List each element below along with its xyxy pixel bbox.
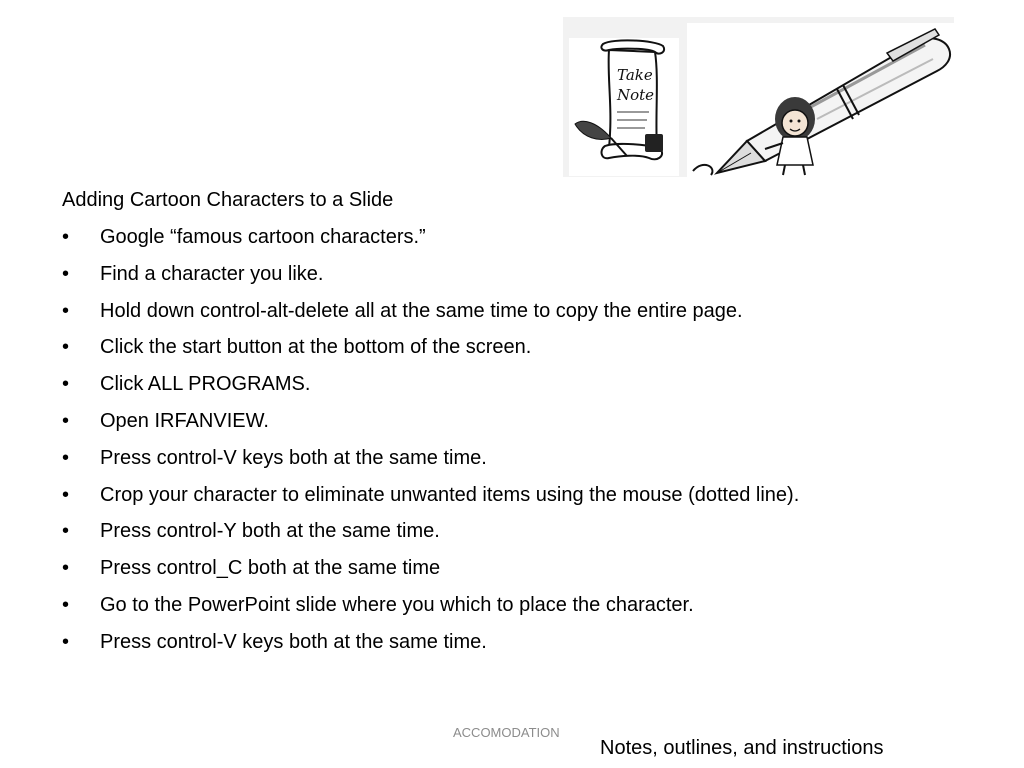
bullet-marker: • [62, 226, 70, 248]
slide-title: Adding Cartoon Characters to a Slide [62, 189, 394, 211]
bullet-marker: • [62, 520, 70, 543]
list-item [62, 518, 799, 555]
take-note-scroll-icon [569, 38, 679, 176]
pen-girl-panel [687, 23, 954, 177]
bullet-marker: • [62, 373, 70, 396]
bullet-marker: • [62, 446, 70, 469]
list-item-text: Click the start button at the bottom of the screen. [100, 336, 532, 359]
list-item [62, 555, 799, 592]
bullet-marker: • [62, 299, 70, 322]
list-item-text: Click ALL PROGRAMS. [100, 373, 311, 396]
slide-caption: Notes, outlines, and instructions [600, 737, 884, 759]
list-item-text: Press control_C both at the same time [100, 557, 441, 580]
instruction-list [62, 224, 799, 666]
list-item-text: Press control-V keys both at the same time. [100, 630, 487, 653]
footer-label: ACCOMODATION [453, 725, 560, 740]
scroll-text-take: Take [617, 66, 653, 84]
take-note-panel [569, 38, 679, 176]
list-item-text: Hold down control-alt-delete all at the same time to copy the entire page. [100, 299, 743, 322]
list-item-text: Open IRFANVIEW. [100, 409, 269, 432]
header-illustration [563, 17, 954, 177]
list-item [62, 592, 799, 629]
list-item-text: Find a character you like. [100, 262, 324, 285]
list-item-text: Press control-Y both at the same time. [100, 520, 440, 543]
scroll-text-note: Note [617, 86, 655, 104]
list-item-text: Press control-V keys both at the same time. [100, 446, 487, 469]
bullet-marker: • [62, 483, 70, 506]
bullet-marker: • [62, 593, 70, 616]
bullet-marker: • [62, 630, 70, 653]
list-item [62, 408, 799, 445]
bullet-marker: • [62, 262, 70, 285]
list-item [62, 261, 799, 298]
list-item [62, 371, 799, 408]
list-item [62, 629, 799, 666]
bullet-marker: • [62, 336, 70, 359]
bullet-marker: • [62, 409, 70, 432]
list-item [62, 482, 799, 519]
list-item-text: Google “famous cartoon characters.” [100, 226, 426, 248]
list-item [62, 334, 799, 371]
quill-pen-icon [575, 121, 611, 139]
list-item [62, 445, 799, 482]
list-item-text: Crop your character to eliminate unwanted items using the mouse (dotted line). [100, 483, 800, 506]
list-item [62, 298, 799, 335]
list-item [62, 224, 799, 261]
fountain-pen-icon [687, 23, 954, 177]
bullet-marker: • [62, 557, 70, 580]
list-item-text: Go to the PowerPoint slide where you which to place the character. [100, 593, 694, 616]
